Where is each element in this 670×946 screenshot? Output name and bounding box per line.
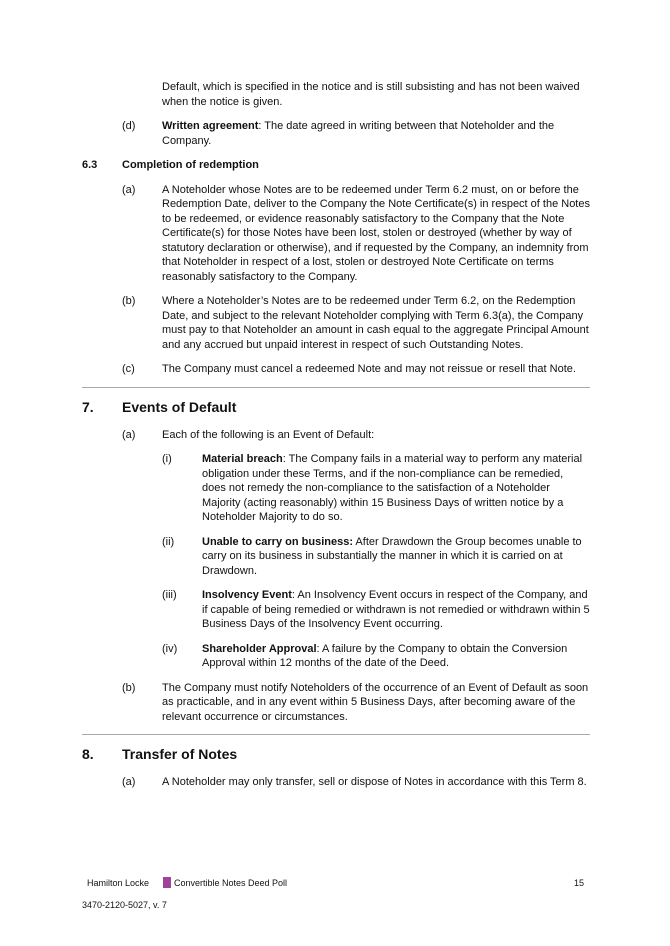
section-divider: [82, 734, 590, 735]
clause-body: After Drawdown the Group becomes unable to carry on its business in substantially the manner in which it is carried on at Drawdown.: [202, 535, 582, 577]
section-title: Completion of redemption: [122, 159, 259, 171]
clause-heading: Shareholder Approval: [202, 642, 317, 655]
clause-number: (a): [122, 428, 136, 441]
clause-text: [202, 642, 590, 671]
clause-6-3-b: [0, 294, 670, 352]
paragraph-continuation: [0, 80, 670, 109]
clause-number: (b): [122, 295, 136, 307]
clause-text: [202, 452, 590, 525]
clause-number: (d): [122, 120, 136, 132]
clause-text: A Noteholder may only transfer, sell or dispose of Notes in accordance with this Term 8.: [162, 776, 587, 788]
clause-7-a-ii: [0, 535, 670, 579]
clause-body: : The Company fails in a material way to perform any material obligation under these Terms, and if the non-compliance can be remedied, does not remedy the non-compliance to the satisfaction of a Noteholder Majority (acting reasonably) within 15 Business Days of written notice by a Noteholder Majority to do so.: [202, 453, 583, 523]
clause-6-3-c: [0, 362, 670, 377]
section-number: 6.3: [82, 159, 98, 171]
clause-text: Where a Noteholder’s Notes are to be redeemed under Term 6.2, on the Redemption Date, and subject to the relevant Noteholder complying with Term 6.3(a), the Company must pay to that Noteholder an amount in cash equal to the aggregate Principal Amount and any accrued but unpaid interest in respect of such Outstanding Notes.: [162, 295, 589, 351]
clause-7-a-i: [0, 452, 670, 525]
clause-body: : An Insolvency Event occurs in respect of the Company, and if capable of being remedied or withdrawn is not remedied or withdrawn within 5 Business Days of the Insolvency Event occurring.: [202, 589, 590, 630]
clause-number: (ii): [162, 535, 175, 548]
clause-number: (iv): [162, 642, 178, 655]
clause-heading: Unable to carry on business:: [202, 535, 353, 548]
clause-7-a-iii: [0, 588, 670, 632]
clause-7-a: [0, 428, 670, 443]
clause-text: [202, 535, 590, 579]
document-page: [0, 80, 670, 800]
clause-text: [202, 588, 590, 632]
clause-number: (i): [162, 453, 172, 465]
clause-body: : A failure by the Company to obtain the Conversion Approval within 12 months of the date of the Deed.: [202, 642, 568, 669]
clause-heading: Insolvency Event: [202, 589, 292, 601]
clause-number: (a): [122, 183, 136, 196]
document-id: 3470-2120-5027, v. 7: [82, 900, 167, 910]
footer-document-title: Convertible Notes Deed Poll: [174, 878, 288, 888]
clause-number: (c): [122, 363, 135, 375]
page-number: 15: [574, 878, 585, 888]
clause-text: [162, 119, 590, 148]
section-6-3-heading: [0, 158, 670, 173]
section-divider: [82, 387, 590, 388]
clause-body: : The date agreed in writing between that Noteholder and the Company.: [162, 120, 555, 147]
paragraph-text: Default, which is specified in the notice and is still subsisting and has not been waived when the notice is given.: [162, 81, 580, 108]
clause-6-2-d: [0, 119, 670, 148]
clause-7-a-iv: [0, 642, 670, 671]
section-number: 8.: [82, 746, 94, 762]
footer-firm-name: Hamilton Locke: [87, 878, 150, 888]
clause-text: The Company must cancel a redeemed Note and may not reissue or resell that Note.: [162, 363, 576, 375]
section-7-heading: [0, 398, 670, 416]
clause-7-b: [0, 681, 670, 725]
clause-6-3-a: [0, 183, 670, 285]
clause-number: (iii): [162, 589, 177, 601]
section-title: Events of Default: [122, 398, 237, 415]
clause-number: (b): [122, 681, 136, 694]
clause-text: Each of the following is an Event of Default:: [162, 428, 375, 441]
section-8-heading: [0, 745, 670, 763]
section-number: 7.: [82, 398, 94, 415]
clause-text: The Company must notify Noteholders of the occurrence of an Event of Default as soon as practicable, and in any event within 5 Business Days, after becoming aware of the relevant occurrence or circumstances.: [162, 681, 589, 723]
clause-8-a: [0, 775, 670, 790]
clause-heading: Written agreement: [162, 120, 259, 132]
section-title: Transfer of Notes: [122, 746, 238, 762]
clause-text: A Noteholder whose Notes are to be redeemed under Term 6.2 must, on or before the Redemption Date, deliver to the Company the Note Certificate(s) in respect of the Notes to be redeemed, or evidence reasonably satisfactory to the Company that the Note Certificate(s) for those Notes have been lost, stolen or destroyed (whether by way of statutory declaration or otherwise), and if requested by the Company, an indemnity from that Noteholder in respect of a lost, stolen or destroyed Note Certificate on terms reasonably satisfactory to the Company.: [162, 183, 590, 283]
clause-number: (a): [122, 776, 136, 788]
footer-accent-marker: [163, 877, 171, 888]
clause-heading: Material breach: [202, 453, 283, 465]
